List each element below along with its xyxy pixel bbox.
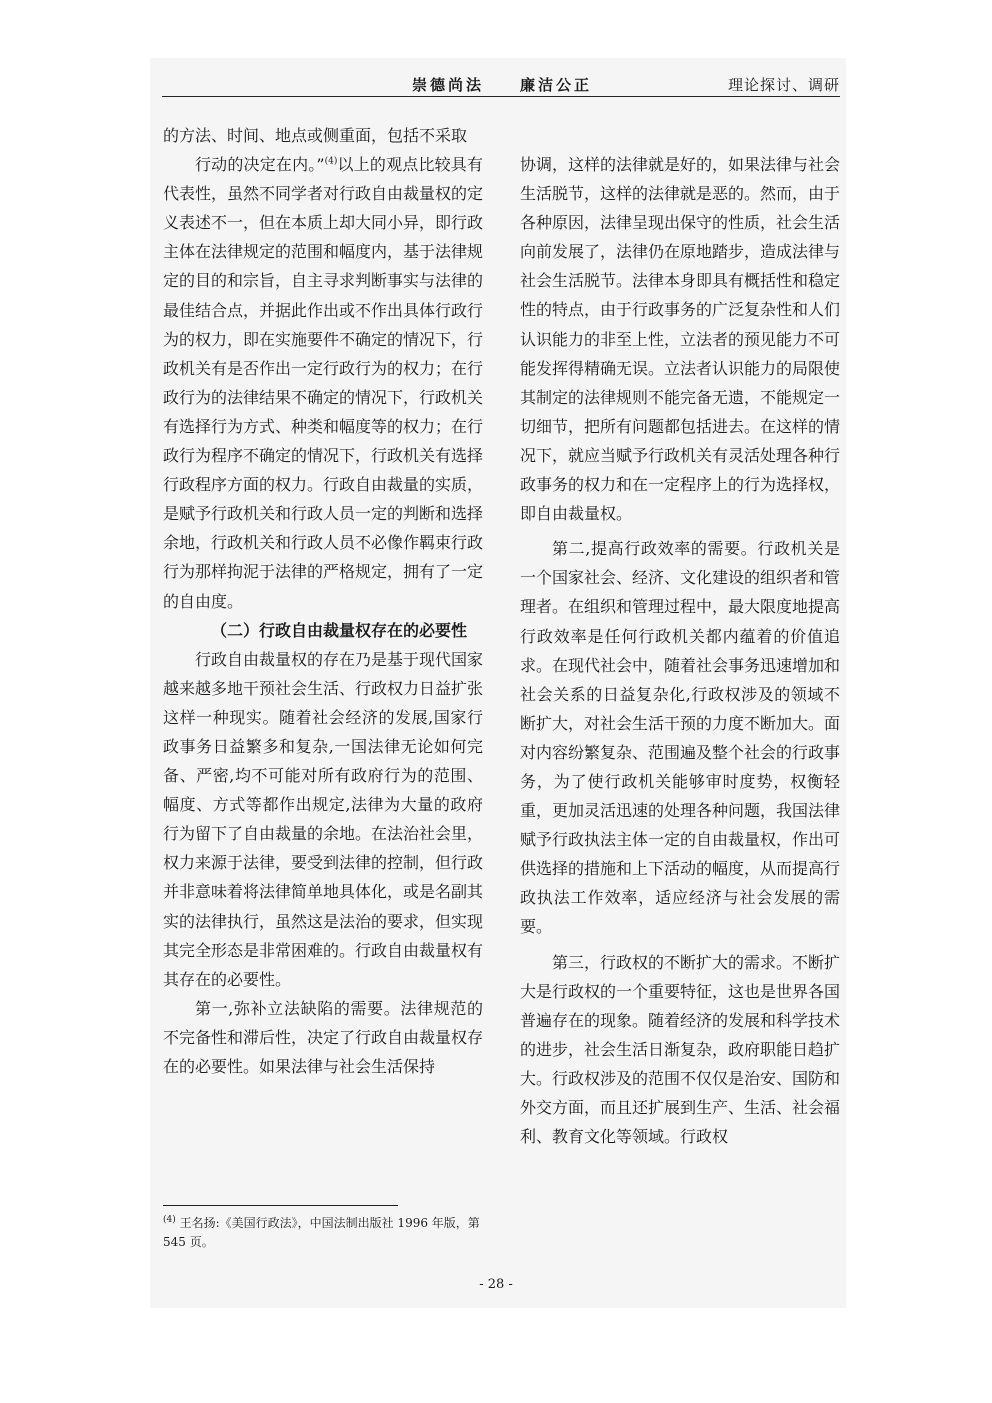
running-header [162, 74, 840, 97]
section-subheading: （二）行政自由裁量权存在的必要性 [211, 620, 468, 640]
footnote-marker: (4) [163, 1215, 176, 1225]
left-column [163, 121, 483, 1081]
footnote [163, 1214, 483, 1252]
footnote-divider [163, 1205, 398, 1206]
right-paragraph-3: 第三，行政权的不断扩大的需求。不断扩大是行政权的一个重要特征，这也是世界各国普遍存在的现象。随着经济的发展和科学技术的进步，社会生活日渐复杂，政府职能日趋扩大。行政权涉及的范围不仅仅是治安、国防和外交方面，而且还扩展到生产、生活、社会福利、教育文化等领域。行政权 [520, 952, 841, 1147]
right-paragraph-2: 第二,提高行政效率的需要。行政机关是一个国家社会、经济、文化建设的组织者和管理者。在组织和管理过程中，最大限度地提高行政效率是任何行政机关都内蕴着的价值追求。在现代社会中，随着社会事务迅速增加和社会关系的日益复杂化,行政权涉及的领域不断扩大，对社会生活干预的力度不断加大。面对内容纷繁复杂、范围遍及整个社会的行政事务，为了使行政机关能够审时度势，权衡轻重，更加灵活迅速的处理各种问题，我国法律赋予行政执法主体一定的自由裁量权，作出可供选择的措施和上下活动的幅度，从而提高行政执法工作效率，适应经济与社会发展的需要。 [520, 539, 841, 937]
left-paragraph-3: 第一,弥补立法缺陷的需要。法律规范的不完备性和滞后性，决定了行政自由裁量权存在的必要性。如果法律与社会生活保持 [163, 998, 484, 1076]
left-paragraph-1 [163, 150, 483, 616]
left-paragraph-1-line-1: 的方法、时间、地点或侧重面，包括不采取 [163, 126, 468, 145]
right-column [520, 150, 840, 1151]
header-section-title: 理论探讨、调研 [727, 76, 840, 94]
header-motto: 崇德尚法 廉洁公正 [412, 76, 593, 94]
left-paragraph-1-body: 以上的观点比较具有代表性，虽然不同学者对行政自由裁量权的定义表述不一，但在本质上却大同小异，即行政主体在法律规定的范围和幅度内，基于法律规定的目的和宗旨，自主寻求判断事实与法律的最佳结合点，并据此作出或不作出具体行政行为的权力，即在实施要件不确定的情况下，行政机关有是否作出一定行政行为的权力；在行政行为的法律结果不确定的情况下，行政机关有选择行为方式、种类和幅度等的权力；在行政行为程序不确定的情况下，行政机关有选择行政程序方面的权力。行政自由裁量的实质，是赋予行政机关和行政人员一定的判断和选择余地，行政机关和行政人员不必像作羁束行政行为那样拘泥于法律的严格规定，拥有了一定的自由度。 [163, 155, 484, 611]
footnote-text: 王名扬:《美国行政法》，中国法制出版社 1996 年版，第 545 页。 [163, 1216, 480, 1249]
right-paragraph-1: 协调，这样的法律就是好的，如果法律与社会生活脱节，这样的法律就是恶的。然而，由于各种原因，法律呈现出保守的性质，社会生活向前发展了，法律仍在原地踏步，造成法律与社会生活脱节。法律本身即具有概括性和稳定性的特点，由于行政事务的广泛复杂性和人们认识能力的非至上性，立法者的预见能力不可能发挥得精确无误。立法者认识能力的局限使其制定的法律规则不能完备无遗，不能规定一切细节，把所有问题都包括进去。在这样的情况下，就应当赋予行政机关有灵活处理各种行政事务的权力和在一定程序上的行为选择权，即自由裁量权。 [520, 155, 841, 524]
page-number: - 28 - [479, 1277, 513, 1292]
footnote-reference[interactable]: (4) [324, 156, 338, 167]
left-paragraph-2: 行政自由裁量权的存在乃是基于现代国家越来越多地干预社会生活、行政权力日益扩张这样一种现实。随着社会经济的发展,国家行政事务日益繁多和复杂,一国法律无论如何完备、严密,均不可能对所有政府行为的范围、幅度、方式等都作出规定,法律为大量的政府行为留下了自由裁量的余地。在法治社会里，权力来源于法律，要受到法律的控制，但行政并非意味着将法律简单地具体化，或是名副其实的法律执行，虽然这是法治的要求，但实现其完全形态是非常困难的。行政自由裁量权有其存在的必要性。 [163, 649, 484, 989]
left-paragraph-1-quote-end: 行动的决定在内。” [195, 155, 325, 175]
